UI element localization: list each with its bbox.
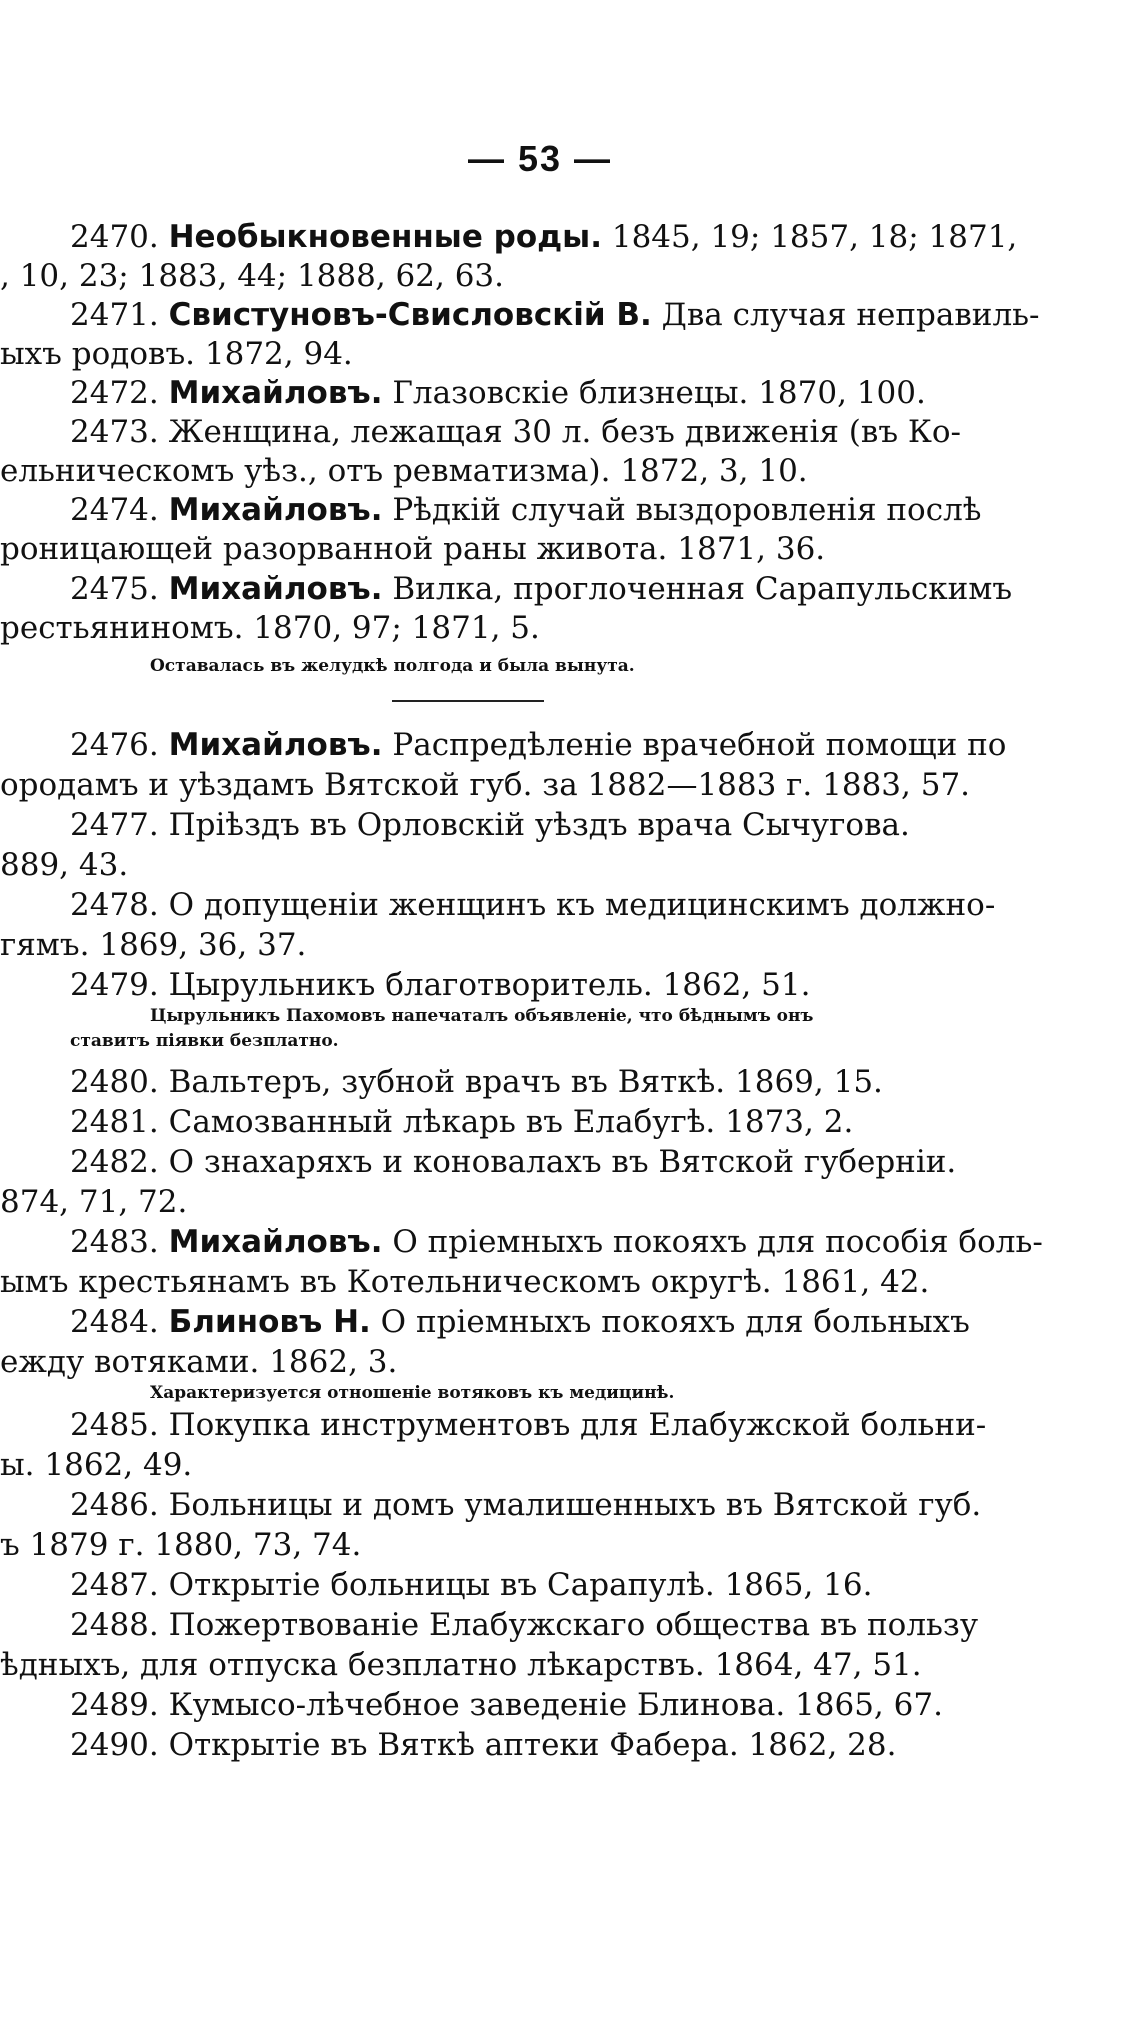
entry-line: 2481. Самозванный лѣкарь въ Елабугѣ. 1873, 2. [70, 1104, 854, 1140]
entry-line: 2485. Покупка инструментовъ для Елабужской больни- [70, 1407, 987, 1443]
entry-line: роницающей разорванной раны живота. 1871, 36. [0, 531, 826, 567]
page-number: — 53 — [467, 138, 613, 179]
entry-line: ыхъ родовъ. 1872, 94. [0, 336, 353, 372]
entry-line: 2477. Пріѣздъ въ Орловскій уѣздъ врача Сычугова. [70, 807, 910, 843]
entry-line: 2490. Открытіе въ Вяткѣ аптеки Фабера. 1862, 28. [70, 1727, 897, 1763]
entry-line: ельническомъ уѣз., отъ ревматизма). 1872, 3, 10. [0, 453, 808, 489]
entry-line: рестьяниномъ. 1870, 97; 1871, 5. [0, 610, 540, 646]
entry-line: 2478. О допущеніи женщинъ къ медицинскимъ должно- [70, 887, 996, 923]
note-2479-line2: ставитъ піявки безплатно. [70, 1031, 339, 1051]
entry-line: 2474. Михайловъ. Рѣдкій случай выздоровленія послѣ [70, 492, 982, 528]
entry-line: 2479. Цырульникъ благотворитель. 1862, 51. [70, 967, 811, 1003]
entry-line: ы. 1862, 49. [0, 1447, 193, 1483]
entry-line: 2471. Свистуновъ-Свисловскій В. Два случая неправиль- [70, 297, 1040, 333]
entry-line: 2482. О знахаряхъ и коновалахъ въ Вятской губерніи. [70, 1144, 957, 1180]
entry-line: 2475. Михайловъ. Вилка, проглоченная Сарапульскимъ [70, 571, 1013, 607]
note-2479-line1: Цырульникъ Пахомовъ напечаталъ объявленіе, что бѣднымъ онъ [150, 1006, 814, 1026]
entry-line: 2484. Блиновъ Н. О пріемныхъ покояхъ для больныхъ [70, 1304, 970, 1340]
entry-line: , 10, 23; 1883, 44; 1888, 62, 63. [0, 258, 505, 294]
note-2475: Оставалась въ желудкѣ полгода и была вынута. [150, 656, 635, 676]
entry-line: ородамъ и уѣздамъ Вятской губ. за 1882—1883 г. 1883, 57. [0, 767, 971, 803]
entry-line: ѣдныхъ, для отпуска безплатно лѣкарствъ. 1864, 47, 51. [0, 1647, 922, 1683]
entry-line: 2476. Михайловъ. Распредѣленіе врачебной помощи по [70, 727, 1007, 763]
entry-line: ежду вотяками. 1862, 3. [0, 1344, 398, 1380]
entry-line: 2480. Вальтеръ, зубной врачъ въ Вяткѣ. 1869, 15. [70, 1064, 883, 1100]
entry-line: 889, 43. [0, 847, 129, 883]
section-divider [392, 700, 544, 702]
entry-line: ымъ крестьянамъ въ Котельническомъ округѣ. 1861, 42. [0, 1264, 930, 1300]
entry-line: ъ 1879 г. 1880, 73, 74. [0, 1527, 362, 1563]
entry-line: 2487. Открытіе больницы въ Сарапулѣ. 1865, 16. [70, 1567, 873, 1603]
entry-line: гямъ. 1869, 36, 37. [0, 927, 307, 963]
note-2484: Характеризуется отношеніе вотяковъ къ медицинѣ. [150, 1383, 675, 1403]
entry-line: 2486. Больницы и домъ умалишенныхъ въ Вятской губ. [70, 1487, 982, 1523]
entry-line: 2483. Михайловъ. О пріемныхъ покояхъ для пособія боль- [70, 1224, 1043, 1260]
entry-line: 2489. Кумысо-лѣчебное заведеніе Блинова. 1865, 67. [70, 1687, 943, 1723]
entry-line: 2488. Пожертвованіе Елабужскаго общества въ пользу [70, 1607, 979, 1643]
entry-line: 2473. Женщина, лежащая 30 л. безъ движенія (въ Ко- [70, 414, 962, 450]
entry-line: 2472. Михайловъ. Глазовскіе близнецы. 1870, 100. [70, 375, 926, 411]
entry-line: 2470. Необыкновенные роды. 1845, 19; 1857, 18; 1871, [70, 219, 1018, 255]
entry-line: 874, 71, 72. [0, 1184, 188, 1220]
